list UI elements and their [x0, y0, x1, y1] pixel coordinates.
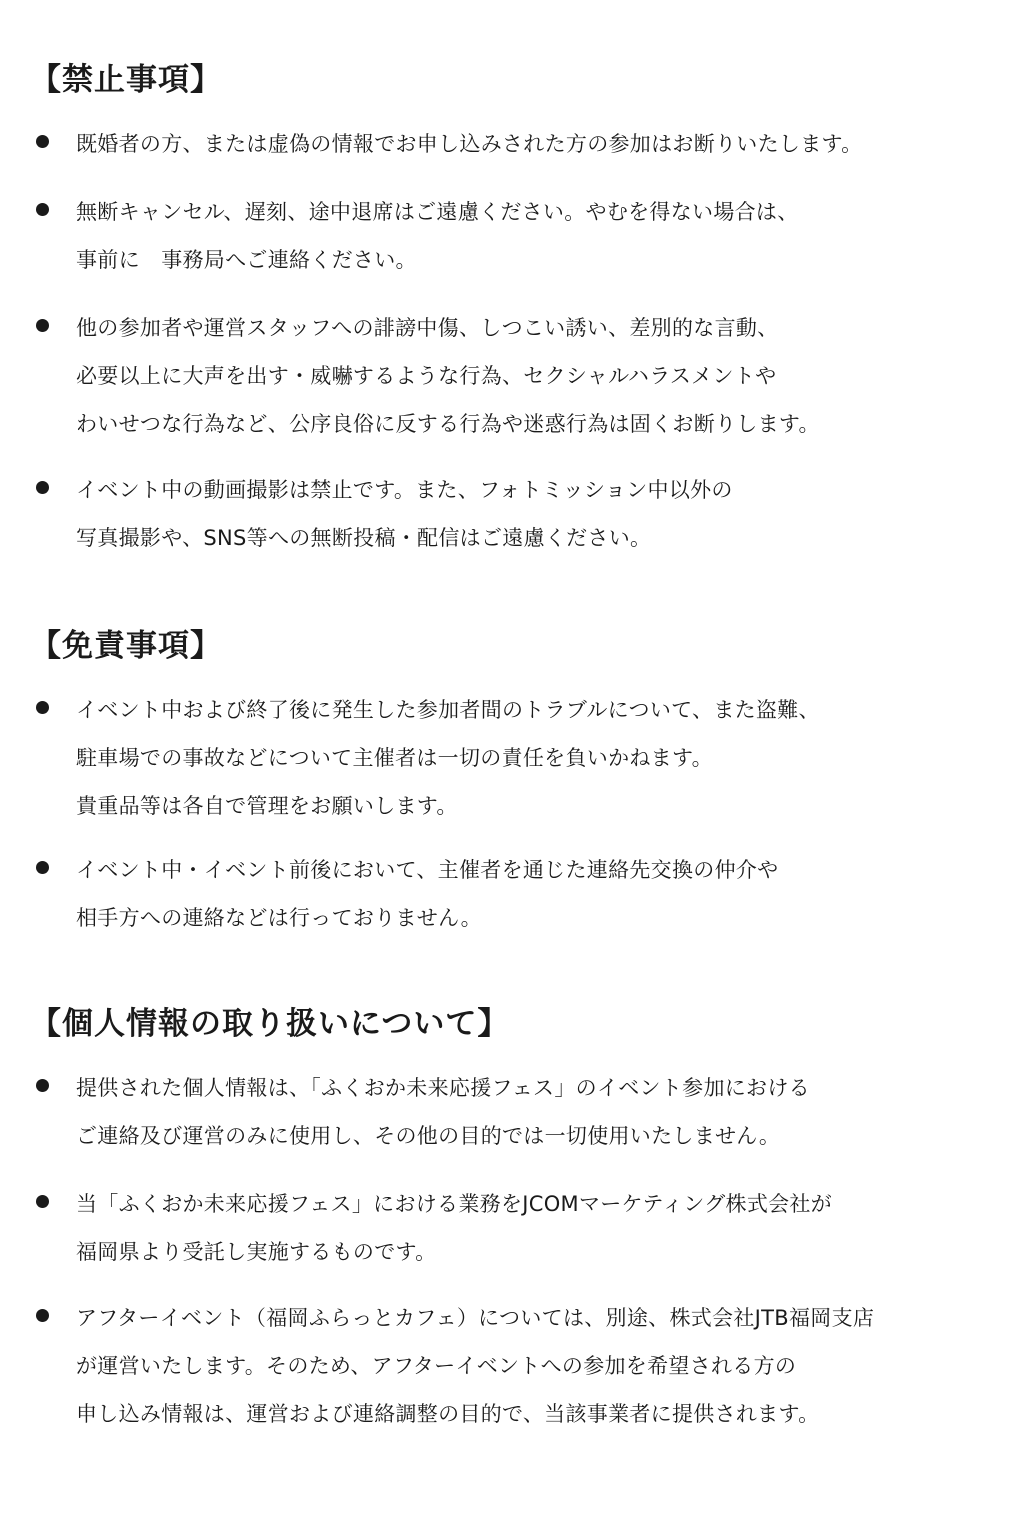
item-line: 事前に 事務局へご連絡ください。: [76, 248, 417, 272]
bullet-icon: [36, 1079, 49, 1092]
disclaimer-section: [30, 624, 990, 930]
item-line: イベント中の動画撮影は禁止です。また、フォトミッション中以外の: [76, 478, 733, 502]
bullet-icon: [36, 203, 49, 216]
item-line: ご連絡及び運営のみに使用し、その他の目的では一切使用いたしません。: [76, 1124, 781, 1148]
item-line: イベント中および終了後に発生した参加者間のトラブルについて、また盗難、: [76, 698, 820, 722]
list-item: [30, 188, 799, 284]
privacy-section: [30, 1002, 990, 1426]
item-line: 当「ふくおか未来応援フェス」における業務をJCOMマーケティング株式会社が: [76, 1192, 833, 1216]
item-line: アフターイベント（福岡ふらっとカフェ）については、別途、株式会社JTB福岡支店: [76, 1306, 875, 1330]
list-item: [30, 686, 820, 830]
list-item: [30, 120, 862, 168]
item-line: わいせつな行為など、公序良俗に反する行為や迷惑行為は固くお断りします。: [76, 412, 820, 436]
list-item: [30, 466, 733, 562]
list-item: [30, 1294, 874, 1438]
section-title: 【免責事項】: [30, 628, 222, 664]
bullet-icon: [36, 481, 49, 494]
item-line: 福岡県より受託し実施するものです。: [76, 1240, 437, 1264]
item-line: 貴重品等は各自で管理をお願いします。: [76, 794, 458, 818]
item-line: 申し込み情報は、運営および連絡調整の目的で、当該事業者に提供されます。: [76, 1402, 820, 1426]
bullet-icon: [36, 1195, 49, 1208]
section-title: 【禁止事項】: [30, 62, 222, 98]
item-line: 必要以上に大声を出す・威嚇するような行為、セクシャルハラスメントや: [76, 364, 777, 388]
bullet-icon: [36, 701, 49, 714]
bullet-icon: [36, 135, 49, 148]
list-item: [30, 846, 778, 942]
item-line: 他の参加者や運営スタッフへの誹謗中傷、しつこい誘い、差別的な言動、: [76, 316, 779, 340]
item-line: 無断キャンセル、遅刻、途中退席はご遠慮ください。やむを得ない場合は、: [76, 200, 799, 224]
prohibited-section: [30, 58, 990, 550]
list-item: [30, 304, 820, 448]
item-line: 既婚者の方、または虚偽の情報でお申し込みされた方の参加はお断りいたします。: [76, 132, 863, 156]
item-line: 提供された個人情報は、「ふくおか未来応援フェス」のイベント参加における: [76, 1076, 810, 1100]
list-item: [30, 1180, 832, 1276]
item-line: イベント中・イベント前後において、主催者を通じた連絡先交換の仲介や: [76, 858, 779, 882]
bullet-icon: [36, 861, 49, 874]
item-line: 駐車場での事故などについて主催者は一切の責任を負いかねます。: [76, 746, 713, 770]
bullet-icon: [36, 1309, 49, 1322]
item-line: が運営いたします。そのため、アフターイベントへの参加を希望される方の: [76, 1354, 797, 1378]
item-line: 相手方への連絡などは行っておりません。: [76, 906, 482, 930]
item-line: 写真撮影や、SNS等への無断投稿・配信はご遠慮ください。: [76, 526, 652, 550]
section-title: 【個人情報の取り扱いについて】: [30, 1006, 510, 1042]
list-item: [30, 1064, 810, 1160]
bullet-icon: [36, 319, 49, 332]
